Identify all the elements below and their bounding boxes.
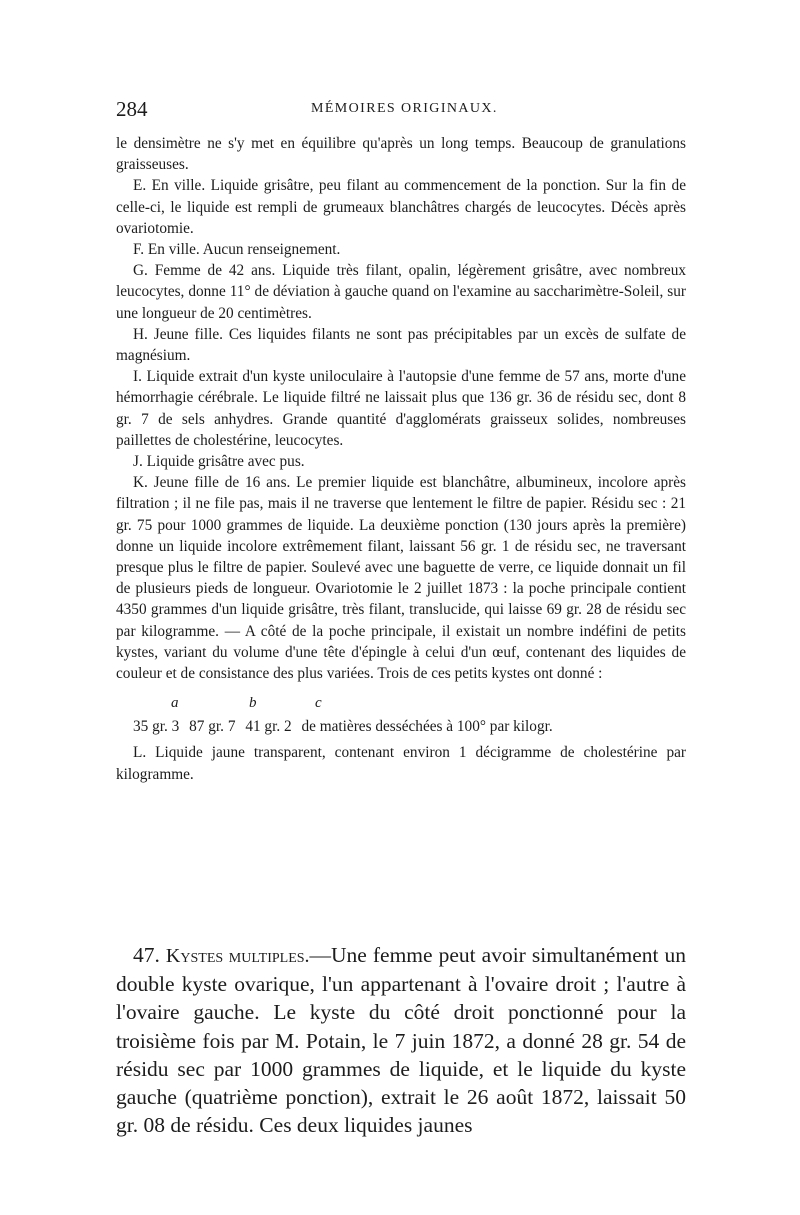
page-header <box>116 97 696 121</box>
paragraph-case-g: G. Femme de 42 ans. Liquide très filant, opalin, légèrement grisâtre, avec nombreux leucocytes, donne 11° de déviation à gauche quand on l'examine au saccharimètre-Soleil, sur une longueur de 20 centimètres. <box>116 262 686 322</box>
section-number: 47. <box>133 943 160 967</box>
results-values-row <box>116 716 686 737</box>
results-header-a: a <box>171 695 179 712</box>
paragraph-case-e: E. En ville. Liquide grisâtre, peu filant au commencement de la ponction. Sur la fin de celle-ci, le liquide est rempli de grumeaux blanchâtres chargés de leucocytes. Décès après ovariotomie. <box>116 177 686 237</box>
results-header-b: b <box>249 695 257 712</box>
results-value-c: 41 gr. 2 <box>245 718 292 736</box>
section-47-paragraph <box>116 941 686 1139</box>
paragraph-case-h: H. Jeune fille. Ces liquides filants ne sont pas précipitables par un excès de sulfate de magnésium. <box>116 325 686 365</box>
results-value-b: 87 gr. 7 <box>189 718 236 736</box>
results-caption: de matières desséchées à 100° par kilogr. <box>301 718 553 736</box>
paragraph-case-f: F. En ville. Aucun renseignement. <box>133 241 341 259</box>
results-header-row <box>116 693 686 713</box>
paragraph-continuation: le densimètre ne s'y met en équilibre qu'après un long temps. Beaucoup de granulations graisseuses. <box>116 135 686 174</box>
results-value-a: 35 gr. 3 <box>133 718 180 736</box>
paragraph-case-k: K. Jeune fille de 16 ans. Le premier liquide est blanchâtre, albumineux, incolore après filtration ; il ne file pas, mais il ne traverse que lentement le filtre de papier. Résidu sec : 21 gr. 75 pour 1000 grammes de liquide. La deuxième ponction (130 jours après la première) donne un liquide incolore extrêmement filant, laissant 56 gr. 1 de résidu sec, ne traversant presque plus le filtre de papier. Soulevé avec une baguette de verre, ce liquide donnait un fil de plusieurs pieds de longueur. Ovariotomie le 2 juillet 1873 : la poche principale contient 4350 grammes d'un liquide grisâtre, très filant, translucide, qui laisse 69 gr. 28 de résidu sec par kilogramme. — A côté de la poche principale, il existait un nombre indéfini de petits kystes, variant du volume d'une tête d'épingle à celui d'un œuf, contenant des liquides de couleur et de consistance des plus variées. Trois de ces petits kystes ont donné : <box>116 474 686 683</box>
main-text <box>116 133 686 785</box>
paragraph-case-l: L. Liquide jaune transparent, contenant environ 1 décigramme de cholestérine par kilogramme. <box>116 744 686 783</box>
page-number: 284 <box>116 97 148 121</box>
section-text: —Une femme peut avoir simultanément un double kyste ovarique, l'un appartenant à l'ovaire droit ; l'autre à l'ovaire gauche. Le kyste du côté droit ponctionné pour la troisième fois par M. Potain, le 7 juin 1872, a donné 28 gr. 54 de résidu sec par 1000 grammes de liquide, et le liquide du kyste gauche (quatrième ponction), extrait le 26 août 1872, laissait 50 gr. 08 de résidu. Ces deux liquides jaunes <box>116 943 686 1138</box>
section-title: Kystes multiples. <box>165 945 310 967</box>
paragraph-case-j: J. Liquide grisâtre avec pus. <box>133 453 305 471</box>
paragraph-case-i: I. Liquide extrait d'un kyste uniloculaire à l'autopsie d'une femme de 57 ans, morte d'une hémorrhagie cérébrale. Le liquide filtré ne laissait plus que 136 gr. 36 de résidu sec, dont 8 gr. 7 de sels anhydres. Grande quantité d'agglomérats graisseux solides, nombreuses paillettes de cholestérine, leucocytes. <box>116 368 686 449</box>
results-header-c: c <box>315 695 322 712</box>
section-47 <box>116 941 686 1139</box>
running-title: MÉMOIRES ORIGINAUX. <box>311 101 498 116</box>
